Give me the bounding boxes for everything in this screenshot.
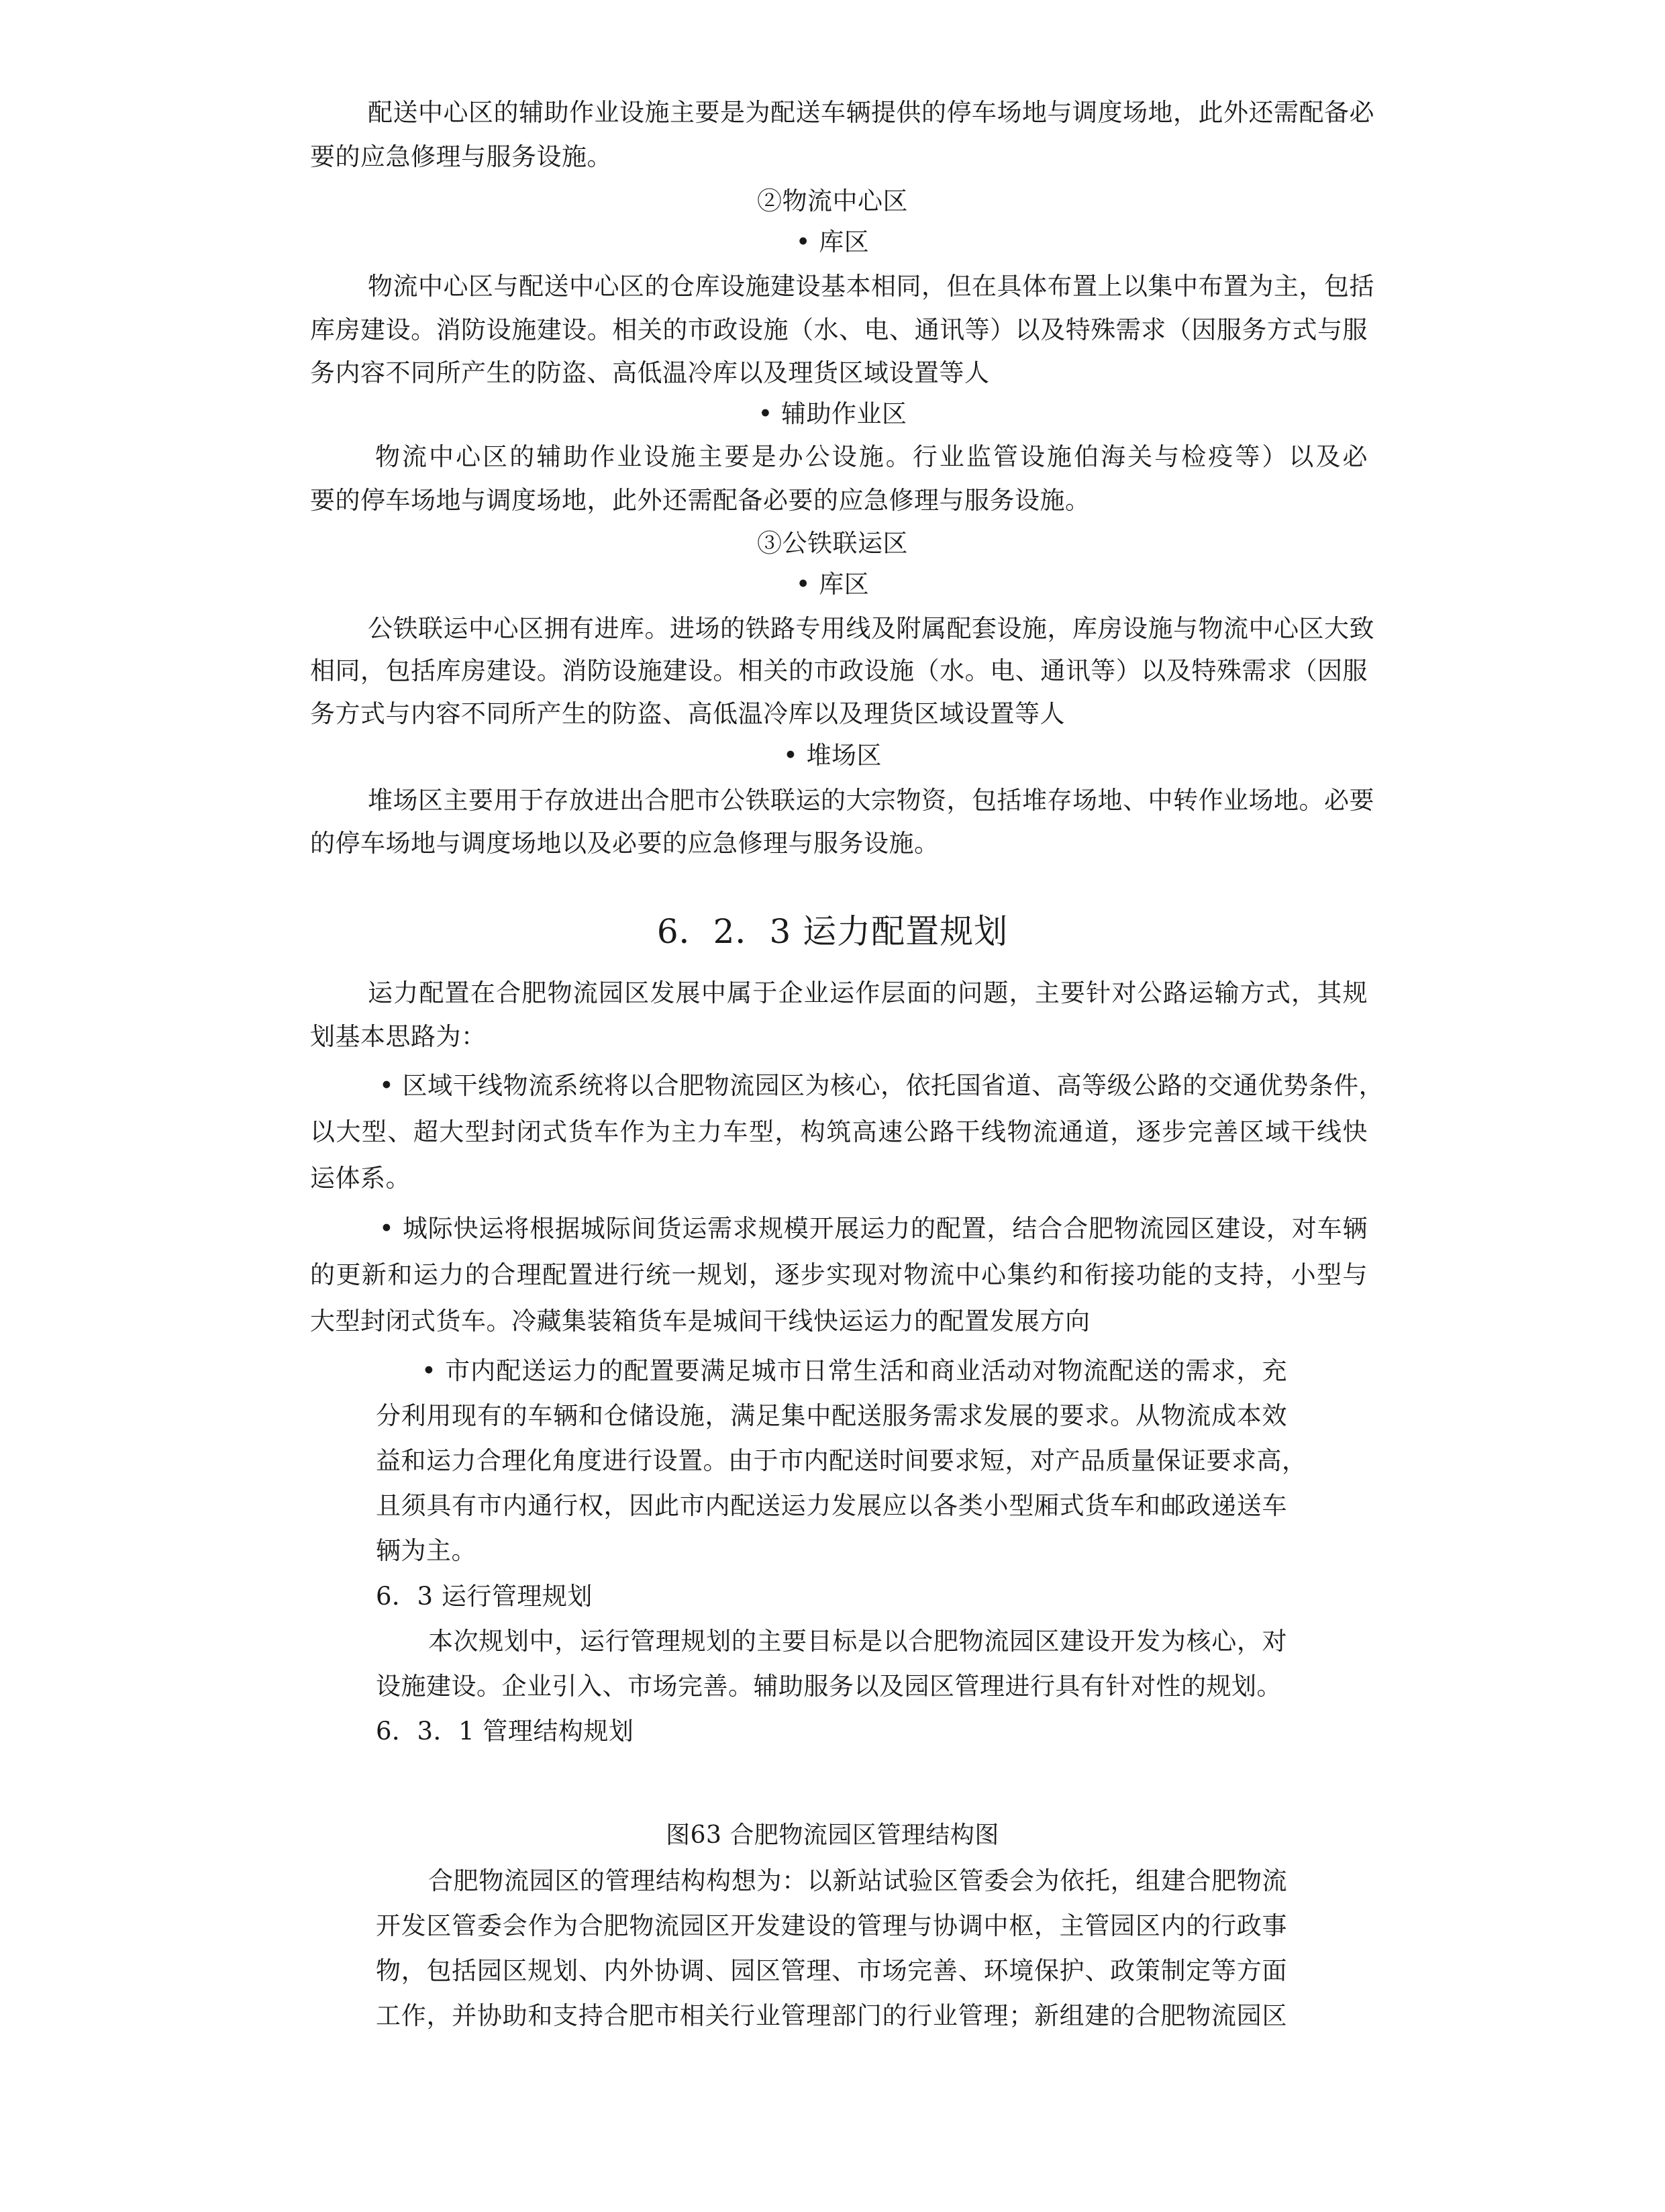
paragraph-line: 大型封闭式货车。冷藏集装箱货车是城间干线快运运力的配置发展方向 — [310, 1307, 1091, 1336]
paragraph-line: 运力配置在合肥物流园区发展中属于企业运作层面的问题，主要针对公路运输方式，其规 — [368, 978, 1368, 1007]
paragraph-line: 务内容不同所产生的防盗、高低温冷库以及理货区域设置等人 — [310, 358, 990, 387]
paragraph-line: 库房建设。消防设施建设。相关的市政设施（水、电、通讯等）以及特殊需求（因服务方式与服 — [310, 315, 1368, 344]
bullet-heading: • 库区 — [795, 570, 870, 599]
paragraph-line: 公铁联运中心区拥有进库。进场的铁路专用线及附属配套设施，库房设施与物流中心区大致 — [368, 614, 1374, 643]
paragraph-line: 分利用现有的车辆和仓储设施，满足集中配送服务需求发展的要求。从物流成本效 — [376, 1401, 1287, 1430]
section-heading: 6．3 运行管理规划 — [376, 1582, 593, 1611]
paragraph-line: 设施建设。企业引入、市场完善。辅助服务以及园区管理进行具有针对性的规划。 — [376, 1672, 1282, 1701]
paragraph-line: 的更新和运力的合理配置进行统一规划，逐步实现对物流中心集约和衔接功能的支持，小型与 — [310, 1260, 1368, 1289]
paragraph-line: • 城际快运将根据城际间货运需求规模开展运力的配置，结合合肥物流园区建设，对车辆 — [379, 1214, 1368, 1243]
subsection-heading: 6．3．1 管理结构规划 — [376, 1717, 634, 1746]
section-heading: 6．2．3 运力配置规划 — [656, 912, 1009, 951]
paragraph-line: 工作，并协助和支持合肥市相关行业管理部门的行业管理；新组建的合肥物流园区 — [376, 2001, 1287, 2030]
paragraph-line: 物，包括园区规划、内外协调、园区管理、市场完善、环境保护、政策制定等方面 — [376, 1956, 1287, 1985]
bullet-heading: • 辅助作业区 — [758, 399, 907, 428]
paragraph-line: 堆场区主要用于存放进出合肥市公铁联运的大宗物资，包括堆存场地、中转作业场地。必要 — [368, 786, 1374, 815]
paragraph-line: 要的停车场地与调度场地，此外还需配备必要的应急修理与服务设施。 — [310, 486, 1091, 515]
paragraph-line: 相同，包括库房建设。消防设施建设。相关的市政设施（水。电、通讯等）以及特殊需求（因服 — [310, 656, 1368, 685]
paragraph-line: 的停车场地与调度场地以及必要的应急修理与服务设施。 — [310, 829, 940, 858]
paragraph-line: 且须具有市内通行权，因此市内配送运力发展应以各类小型厢式货车和邮政递送车 — [376, 1491, 1287, 1520]
paragraph-line: 划基本思路为： — [310, 1022, 487, 1051]
paragraph-line: • 区域干线物流系统将以合肥物流园区为核心，依托国省道、高等级公路的交通优势条件， — [379, 1071, 1384, 1100]
paragraph-line: 本次规划中，运行管理规划的主要目标是以合肥物流园区建设开发为核心，对 — [428, 1627, 1287, 1656]
paragraph-line: 以大型、超大型封闭式货车作为主力车型，构筑高速公路干线物流通道，逐步完善区域干线快 — [310, 1117, 1368, 1146]
bullet-heading: • 库区 — [795, 228, 870, 256]
paragraph-line: 开发区管委会作为合肥物流园区开发建设的管理与协调中枢，主管园区内的行政事 — [376, 1911, 1287, 1940]
subsection-heading: ③公铁联运区 — [757, 529, 908, 558]
paragraph-line: 益和运力合理化角度进行设置。由于市内配送时间要求短，对产品质量保证要求高， — [376, 1446, 1307, 1475]
paragraph-line: • 市内配送运力的配置要满足城市日常生活和商业活动对物流配送的需求，充 — [421, 1356, 1287, 1385]
paragraph-line: 配送中心区的辅助作业设施主要是为配送车辆提供的停车场地与调度场地，此外还需配备必 — [368, 98, 1374, 127]
paragraph-line: 物流中心区与配送中心区的仓库设施建设基本相同，但在具体布置上以集中布置为主，包括 — [368, 272, 1374, 301]
figure-caption: 图63 合肥物流园区管理结构图 — [666, 1821, 999, 1849]
paragraph-line: 辆为主。 — [376, 1536, 476, 1565]
subsection-heading: ②物流中心区 — [757, 187, 908, 215]
paragraph-line: 务方式与内容不同所产生的防盗、高低温冷库以及理货区域设置等人 — [310, 699, 1065, 728]
bullet-heading: • 堆场区 — [783, 741, 882, 770]
paragraph-line: 运体系。 — [310, 1164, 411, 1193]
paragraph-line: 要的应急修理与服务设施。 — [310, 142, 612, 171]
paragraph-line: 合肥物流园区的管理结构构想为：以新站试验区管委会为依托，组建合肥物流 — [428, 1866, 1287, 1895]
paragraph-line: 物流中心区的辅助作业设施主要是办公设施。行业监管设施伯海关与检疫等）以及必 — [375, 442, 1368, 471]
